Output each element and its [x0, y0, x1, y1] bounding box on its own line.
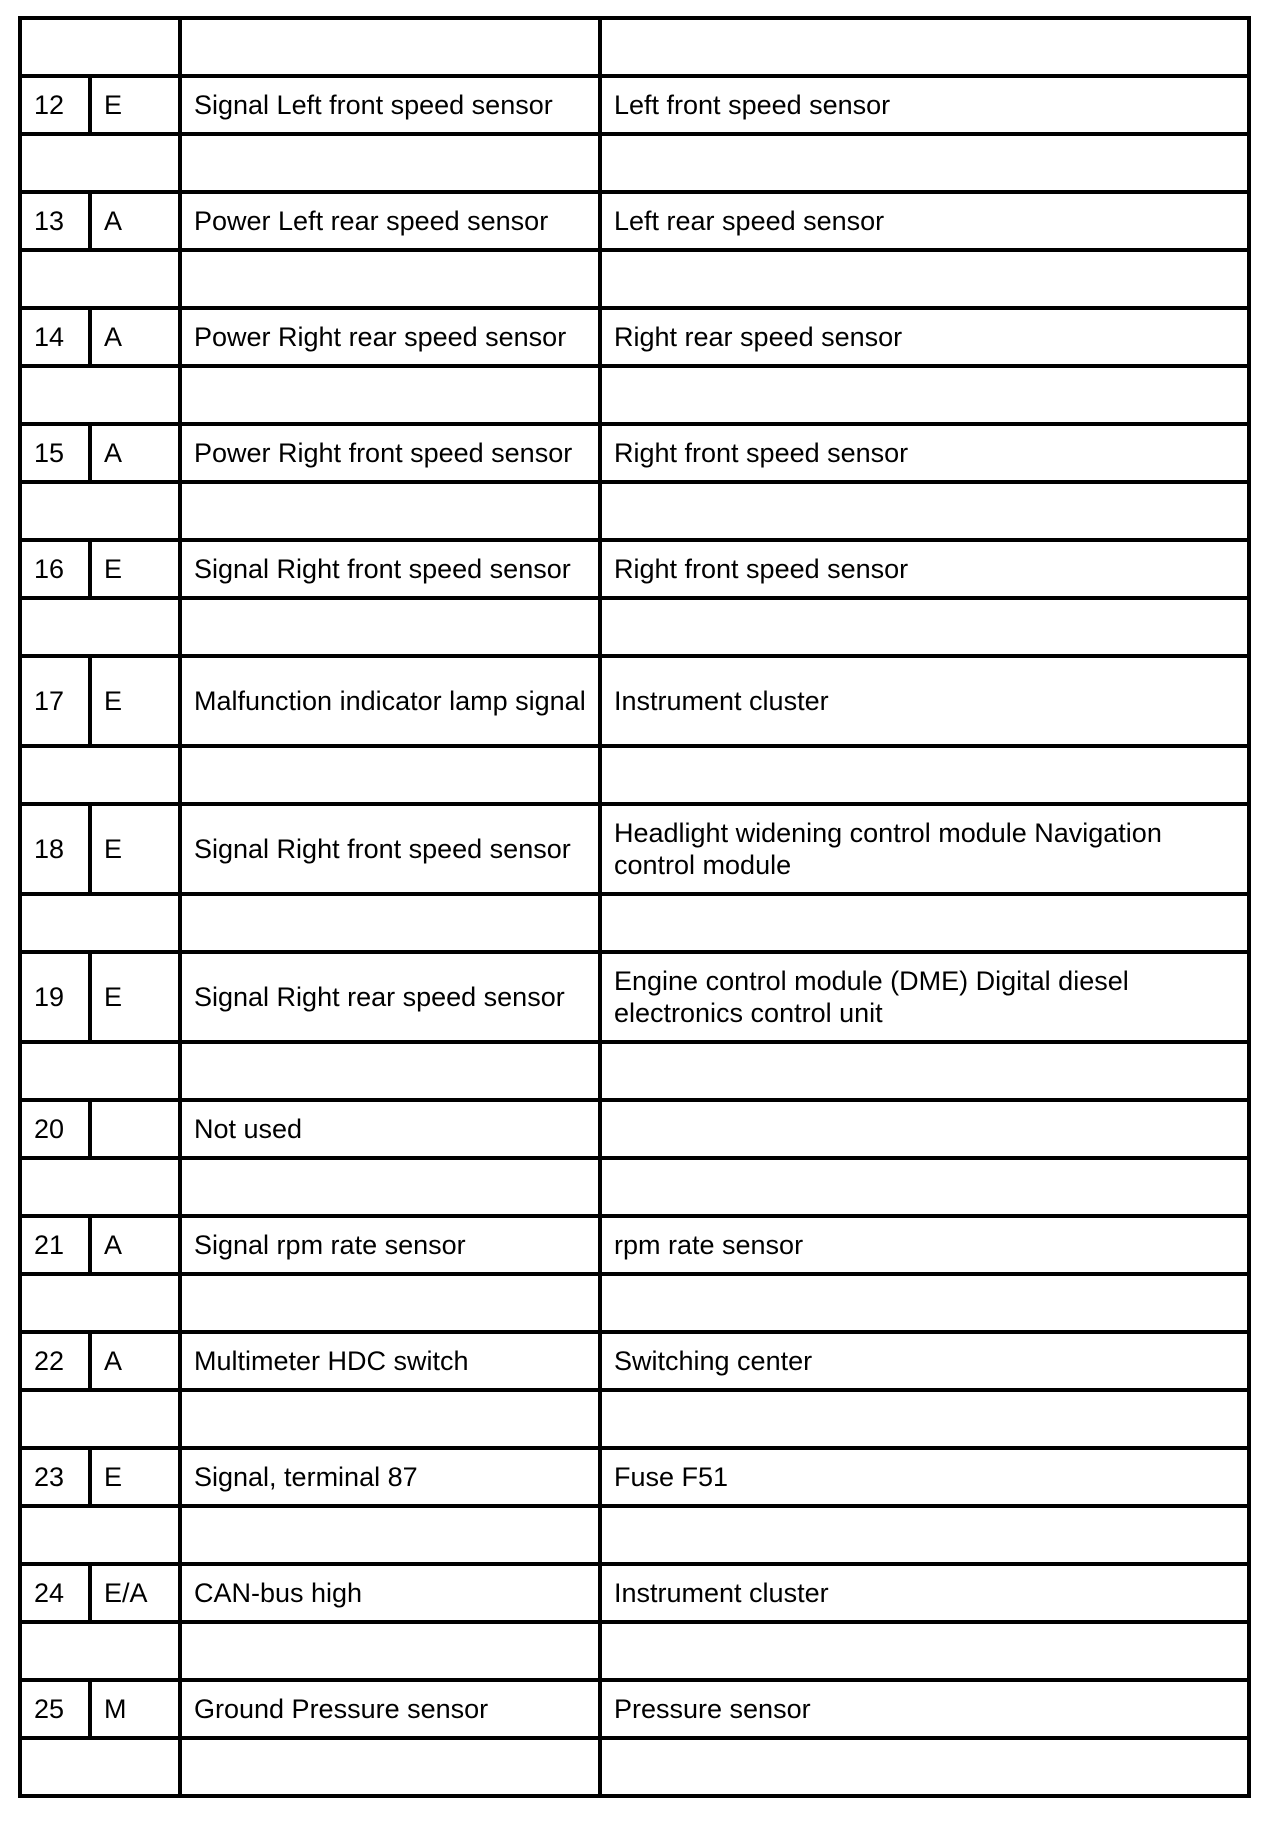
pin-type: M — [90, 1680, 180, 1738]
spacer-cell — [600, 1622, 1249, 1680]
pin-number: 23 — [20, 1448, 90, 1506]
pin-number: 21 — [20, 1216, 90, 1274]
pin-type: A — [90, 192, 180, 250]
spacer-row — [20, 1158, 1249, 1216]
table-row — [20, 424, 1249, 482]
spacer-row — [20, 746, 1249, 804]
spacer-row — [20, 482, 1249, 540]
table-row — [20, 1216, 1249, 1274]
pin-description: Power Right rear speed sensor — [180, 308, 600, 366]
table-row — [20, 656, 1249, 746]
table-row — [20, 804, 1249, 894]
table-row — [20, 1332, 1249, 1390]
pin-type: E/A — [90, 1564, 180, 1622]
pin-component: rpm rate sensor — [600, 1216, 1249, 1274]
pin-component: Left front speed sensor — [600, 76, 1249, 134]
spacer-cell — [180, 1738, 600, 1796]
spacer-cell — [600, 894, 1249, 952]
spacer-cell — [180, 1158, 600, 1216]
table-row — [20, 76, 1249, 134]
table-row — [20, 952, 1249, 1042]
pin-description: Power Left rear speed sensor — [180, 192, 600, 250]
pin-component: Left rear speed sensor — [600, 192, 1249, 250]
spacer-row — [20, 1390, 1249, 1448]
spacer-cell — [600, 18, 1249, 76]
spacer-cell — [180, 1622, 600, 1680]
pin-type: E — [90, 952, 180, 1042]
spacer-cell — [20, 366, 180, 424]
pin-description: Malfunction indicator lamp signal — [180, 656, 600, 746]
spacer-cell — [20, 894, 180, 952]
pin-number: 17 — [20, 656, 90, 746]
pin-description: CAN-bus high — [180, 1564, 600, 1622]
spacer-cell — [20, 1042, 180, 1100]
spacer-cell — [180, 482, 600, 540]
pin-type: A — [90, 1332, 180, 1390]
pin-type: E — [90, 1448, 180, 1506]
spacer-cell — [180, 1274, 600, 1332]
pin-component: Switching center — [600, 1332, 1249, 1390]
spacer-cell — [600, 482, 1249, 540]
spacer-row — [20, 18, 1249, 76]
pin-type: E — [90, 540, 180, 598]
pin-description: Signal rpm rate sensor — [180, 1216, 600, 1274]
pin-description: Power Right front speed sensor — [180, 424, 600, 482]
pin-number: 20 — [20, 1100, 90, 1158]
spacer-cell — [600, 1042, 1249, 1100]
spacer-cell — [600, 746, 1249, 804]
spacer-cell — [180, 746, 600, 804]
table-row — [20, 1564, 1249, 1622]
pin-description: Signal, terminal 87 — [180, 1448, 600, 1506]
pin-description: Signal Right rear speed sensor — [180, 952, 600, 1042]
spacer-cell — [600, 1274, 1249, 1332]
table-row — [20, 540, 1249, 598]
spacer-row — [20, 134, 1249, 192]
spacer-row — [20, 1042, 1249, 1100]
pin-type — [90, 1100, 180, 1158]
spacer-cell — [20, 250, 180, 308]
pin-component: Headlight widening control module Navigation control module — [600, 804, 1249, 894]
table-row — [20, 1100, 1249, 1158]
spacer-row — [20, 1506, 1249, 1564]
pin-description: Ground Pressure sensor — [180, 1680, 600, 1738]
pin-type: A — [90, 308, 180, 366]
spacer-row — [20, 1274, 1249, 1332]
spacer-cell — [20, 1622, 180, 1680]
table-row — [20, 1680, 1249, 1738]
pin-component: Right rear speed sensor — [600, 308, 1249, 366]
pin-number: 19 — [20, 952, 90, 1042]
spacer-cell — [180, 366, 600, 424]
pin-description: Not used — [180, 1100, 600, 1158]
pin-component: Engine control module (DME) Digital diesel electronics control unit — [600, 952, 1249, 1042]
spacer-cell — [180, 250, 600, 308]
spacer-cell — [20, 1390, 180, 1448]
pin-assignment-table — [18, 16, 1251, 1798]
pin-type: A — [90, 424, 180, 482]
spacer-cell — [180, 894, 600, 952]
pin-component: Right front speed sensor — [600, 540, 1249, 598]
pin-description: Signal Right front speed sensor — [180, 540, 600, 598]
spacer-cell — [600, 1738, 1249, 1796]
spacer-cell — [180, 18, 600, 76]
spacer-cell — [180, 598, 600, 656]
pin-number: 24 — [20, 1564, 90, 1622]
pin-type: E — [90, 656, 180, 746]
spacer-cell — [180, 1042, 600, 1100]
pin-number: 22 — [20, 1332, 90, 1390]
spacer-cell — [600, 134, 1249, 192]
table-row — [20, 192, 1249, 250]
spacer-cell — [180, 134, 600, 192]
pin-type: A — [90, 1216, 180, 1274]
spacer-cell — [600, 1390, 1249, 1448]
pin-number: 13 — [20, 192, 90, 250]
pin-number: 14 — [20, 308, 90, 366]
spacer-cell — [20, 1274, 180, 1332]
pin-number: 16 — [20, 540, 90, 598]
spacer-cell — [20, 134, 180, 192]
spacer-cell — [180, 1506, 600, 1564]
spacer-row — [20, 250, 1249, 308]
pin-number: 15 — [20, 424, 90, 482]
pin-component: Instrument cluster — [600, 656, 1249, 746]
spacer-cell — [20, 18, 180, 76]
pin-number: 18 — [20, 804, 90, 894]
spacer-row — [20, 1738, 1249, 1796]
pin-component: Pressure sensor — [600, 1680, 1249, 1738]
spacer-cell — [20, 598, 180, 656]
pin-number: 25 — [20, 1680, 90, 1738]
spacer-cell — [600, 366, 1249, 424]
pin-component: Right front speed sensor — [600, 424, 1249, 482]
pin-component: Instrument cluster — [600, 1564, 1249, 1622]
table-row — [20, 308, 1249, 366]
spacer-cell — [20, 1158, 180, 1216]
pin-type: E — [90, 804, 180, 894]
spacer-cell — [20, 1738, 180, 1796]
spacer-cell — [600, 1506, 1249, 1564]
pin-component — [600, 1100, 1249, 1158]
spacer-cell — [600, 250, 1249, 308]
table-row — [20, 1448, 1249, 1506]
spacer-cell — [20, 746, 180, 804]
pin-number: 12 — [20, 76, 90, 134]
spacer-cell — [20, 1506, 180, 1564]
spacer-row — [20, 894, 1249, 952]
pin-component: Fuse F51 — [600, 1448, 1249, 1506]
spacer-row — [20, 598, 1249, 656]
pin-description: Multimeter HDC switch — [180, 1332, 600, 1390]
spacer-cell — [600, 598, 1249, 656]
spacer-row — [20, 1622, 1249, 1680]
spacer-cell — [20, 482, 180, 540]
spacer-row — [20, 366, 1249, 424]
pin-description: Signal Right front speed sensor — [180, 804, 600, 894]
pin-description: Signal Left front speed sensor — [180, 76, 600, 134]
pin-type: E — [90, 76, 180, 134]
spacer-cell — [600, 1158, 1249, 1216]
spacer-cell — [180, 1390, 600, 1448]
